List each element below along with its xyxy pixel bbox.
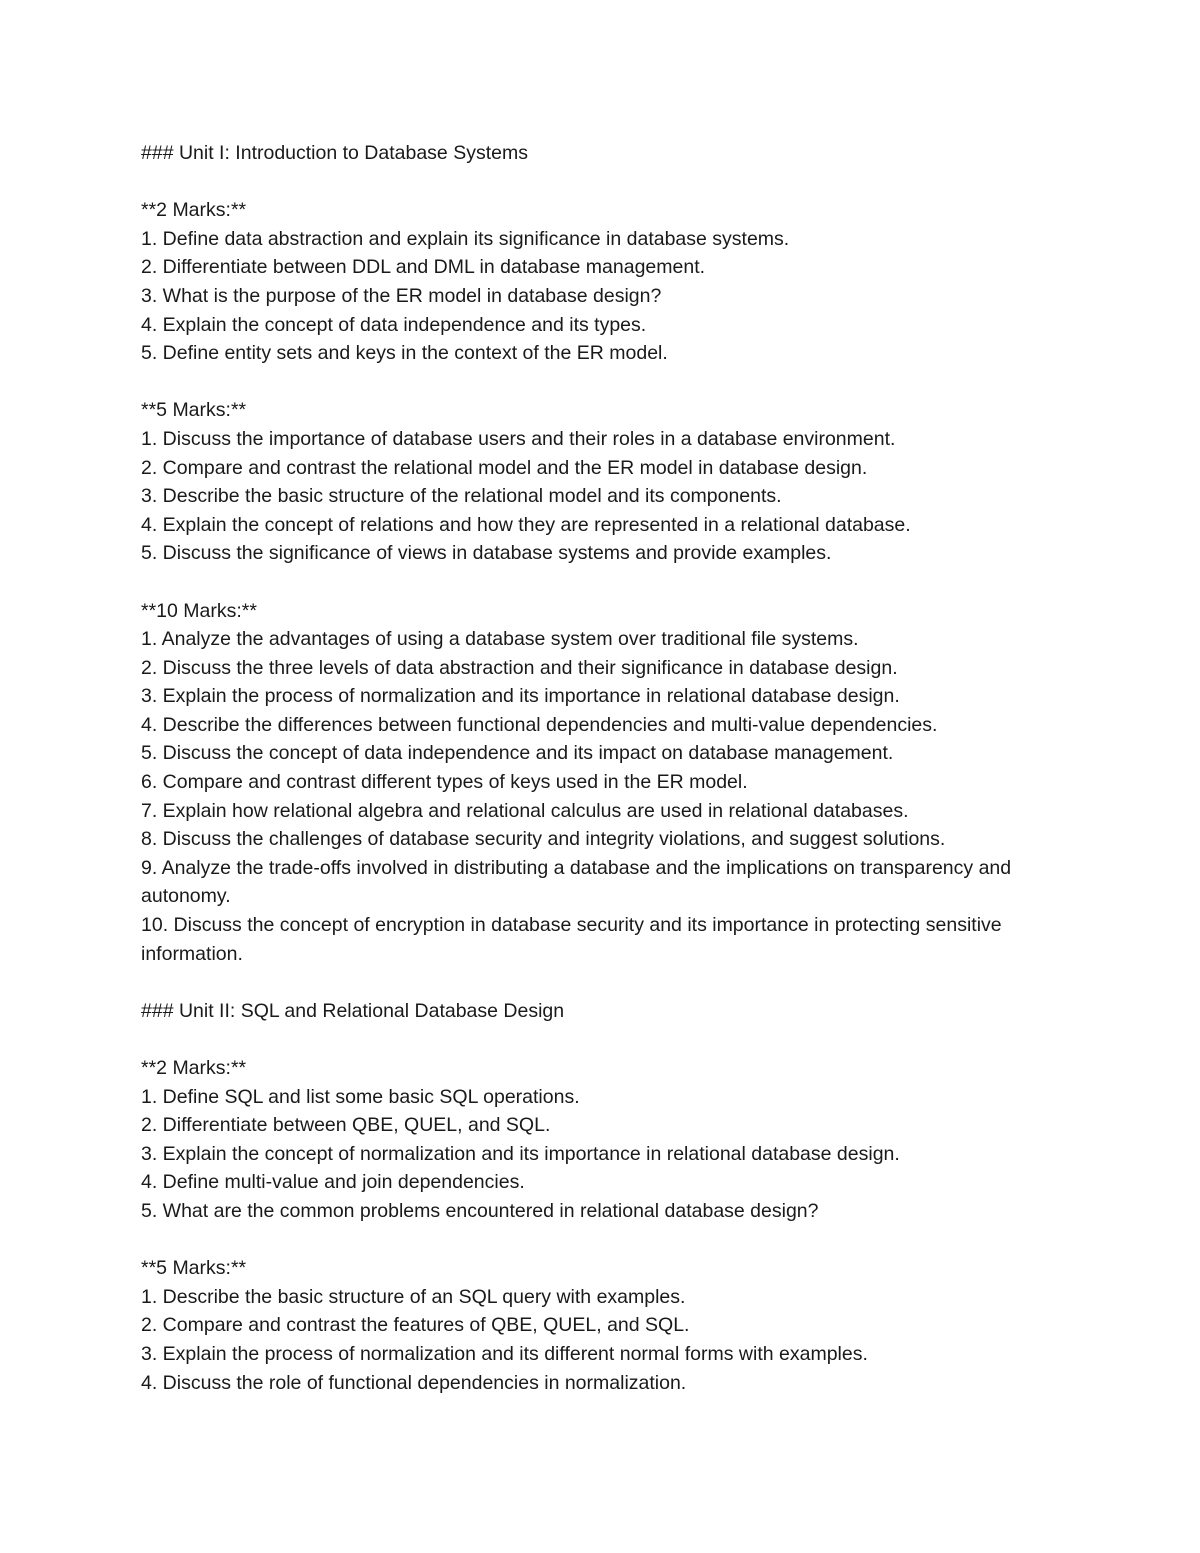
spacer	[141, 968, 1061, 997]
question-item: 6. Compare and contrast different types of keys used in the ER model.	[141, 771, 748, 794]
question-item: 2. Discuss the three levels of data abstraction and their significance in database design.	[141, 656, 898, 679]
question-item: 10. Discuss the concept of encryption in database security and its importance in protecting sensitive information.	[141, 914, 1002, 965]
question-item: 2. Compare and contrast the features of QBE, QUEL, and SQL.	[141, 1314, 690, 1337]
question-item: 3. Describe the basic structure of the relational model and its components.	[141, 485, 782, 508]
unit-2-heading: ### Unit II: SQL and Relational Database Design	[141, 999, 565, 1022]
question-item: 5. What are the common problems encountered in relational database design?	[141, 1199, 819, 1222]
question-item: 4. Discuss the role of functional dependencies in normalization.	[141, 1371, 687, 1394]
unit-1-5-marks-label: **5 Marks:**	[141, 399, 247, 422]
question-item: 3. Explain the process of normalization and its importance in relational database design.	[141, 685, 900, 708]
question-item: 1. Define SQL and list some basic SQL operations.	[141, 1085, 580, 1108]
question-item: 1. Discuss the importance of database users and their roles in a database environment.	[141, 427, 896, 450]
question-item: 4. Explain the concept of relations and how they are represented in a relational database.	[141, 513, 911, 536]
question-item: 2. Differentiate between QBE, QUEL, and SQL.	[141, 1114, 551, 1137]
question-item: 3. Explain the concept of normalization and its importance in relational database design.	[141, 1142, 900, 1165]
spacer	[141, 368, 1061, 397]
spacer	[141, 1226, 1061, 1255]
question-item: 8. Discuss the challenges of database security and integrity violations, and suggest solutions.	[141, 828, 946, 851]
document-page	[141, 139, 1061, 1397]
spacer	[141, 1025, 1061, 1054]
unit-1-2-marks-label: **2 Marks:**	[141, 199, 247, 222]
spacer	[141, 168, 1061, 197]
question-item: 4. Describe the differences between functional dependencies and multi-value dependencies.	[141, 713, 938, 736]
question-item: 5. Discuss the significance of views in database systems and provide examples.	[141, 542, 832, 565]
question-item: 1. Analyze the advantages of using a database system over traditional file systems.	[141, 628, 859, 651]
question-item: 2. Differentiate between DDL and DML in database management.	[141, 256, 706, 279]
question-item: 3. Explain the process of normalization and its different normal forms with examples.	[141, 1342, 868, 1365]
spacer	[141, 568, 1061, 597]
question-item: 4. Explain the concept of data independence and its types.	[141, 313, 647, 336]
question-item: 1. Define data abstraction and explain its significance in database systems.	[141, 227, 790, 250]
unit-1-10-marks-label: **10 Marks:**	[141, 599, 257, 622]
unit-1-heading: ### Unit I: Introduction to Database Systems	[141, 142, 528, 164]
question-item: 5. Define entity sets and keys in the context of the ER model.	[141, 342, 668, 365]
question-item: 9. Analyze the trade-offs involved in distributing a database and the implications on transparency and autonomy.	[141, 856, 1012, 908]
question-item: 7. Explain how relational algebra and relational calculus are used in relational databases.	[141, 799, 909, 822]
question-item: 4. Define multi-value and join dependencies.	[141, 1171, 525, 1194]
question-item: 5. Discuss the concept of data independence and its impact on database management.	[141, 742, 894, 765]
question-item: 2. Compare and contrast the relational model and the ER model in database design.	[141, 456, 868, 479]
unit-2-2-marks-label: **2 Marks:**	[141, 1057, 247, 1079]
question-item: 3. What is the purpose of the ER model in database design?	[141, 284, 662, 307]
unit-2-5-marks-label: **5 Marks:**	[141, 1257, 247, 1280]
question-item: 1. Describe the basic structure of an SQL query with examples.	[141, 1285, 686, 1308]
